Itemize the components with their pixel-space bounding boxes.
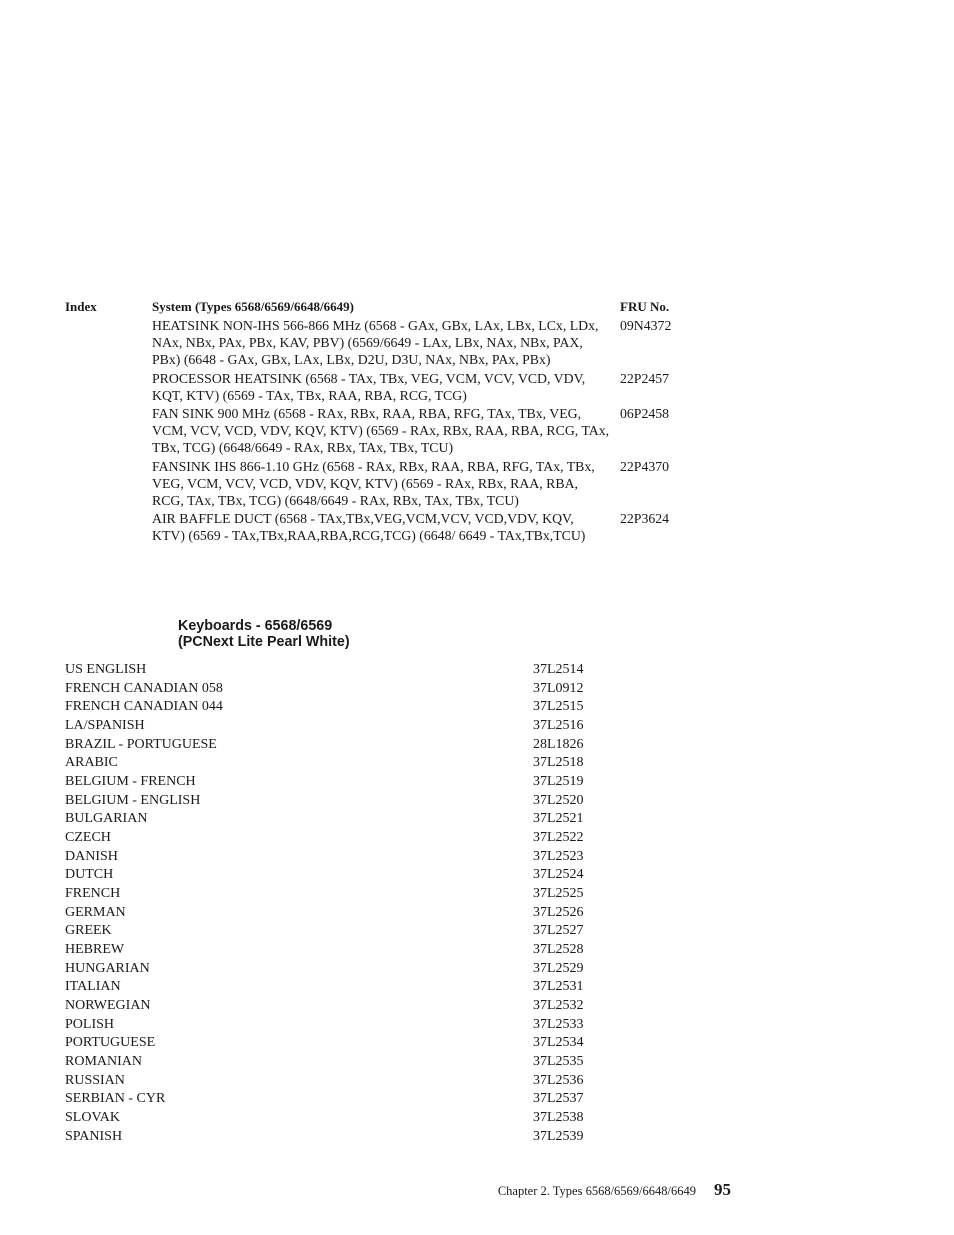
- keyboard-part-number: 37L2524: [533, 867, 584, 883]
- keyboard-language: BELGIUM - FRENCH: [65, 774, 196, 790]
- keyboard-row: [65, 1072, 625, 1091]
- fru-row-number: 22P2457: [620, 370, 670, 386]
- keyboard-part-number: 37L2538: [533, 1110, 584, 1126]
- keyboard-language: SPANISH: [65, 1128, 123, 1144]
- keyboard-part-number: 37L2525: [533, 886, 584, 902]
- keyboard-language: FRENCH: [65, 886, 121, 902]
- fru-row: [65, 317, 705, 369]
- fru-table: [65, 299, 705, 546]
- page-footer: [498, 1180, 731, 1200]
- fru-row-description: HEATSINK NON-IHS 566-866 MHz (6568 - GAx, GBx, LAx, LBx, LCx, LDx, NAx, NBx, PAx, PBx, KAV, PBV) (6569/6649 - LAx, LBx, NAx, NBx, PAX, PBx) (6648 - GAx, GBx, LAx, LBx, D2U, D3U, NAx, NBx, PAx, PBx): [152, 318, 599, 368]
- keyboard-row: [65, 922, 625, 941]
- footer-chapter: Chapter 2. Types 6568/6569/6648/6649: [497, 1184, 696, 1198]
- keyboard-part-number: 37L2534: [533, 1035, 584, 1051]
- keyboard-part-number: 37L2533: [533, 1016, 584, 1032]
- keyboard-language: SLOVAK: [65, 1110, 120, 1126]
- header-index: Index: [65, 299, 97, 314]
- keyboard-language: BELGIUM - ENGLISH: [65, 792, 201, 808]
- keyboards-heading: [178, 618, 350, 650]
- keyboard-row: [65, 1034, 625, 1053]
- keyboard-row: [65, 848, 625, 867]
- keyboard-row: [65, 698, 625, 717]
- keyboard-part-number: 37L2521: [533, 811, 584, 827]
- keyboard-part-number: 37L2529: [533, 960, 584, 976]
- fru-row: [65, 458, 705, 510]
- fru-row-description: AIR BAFFLE DUCT (6568 - TAx,TBx,VEG,VCM,VCV, VCD,VDV, KQV, KTV) (6569 - TAx,TBx,RAA,RBA,RCG,TCG) (6648/ 6649 - TAx,TBx,TCU): [152, 511, 586, 544]
- keyboard-language: LA/SPANISH: [65, 718, 145, 734]
- keyboard-language: PORTUGUESE: [65, 1035, 156, 1051]
- keyboard-part-number: 28L1826: [533, 736, 584, 752]
- keyboard-language: HEBREW: [65, 942, 125, 958]
- keyboard-part-number: 37L2532: [533, 998, 584, 1014]
- keyboard-language: FRENCH CANADIAN 058: [65, 680, 223, 696]
- keyboard-part-number: 37L2535: [533, 1054, 584, 1070]
- fru-row: [65, 370, 705, 404]
- keyboard-row: [65, 661, 625, 680]
- keyboard-part-number: 37L2528: [533, 942, 584, 958]
- page-number: 95: [714, 1180, 731, 1199]
- keyboard-row: [65, 1053, 625, 1072]
- keyboard-row: [65, 866, 625, 885]
- keyboard-row: [65, 978, 625, 997]
- fru-row: [65, 510, 705, 544]
- keyboard-row: [65, 997, 625, 1016]
- keyboard-part-number: 37L2519: [533, 774, 584, 790]
- fru-row-number: 09N4372: [620, 318, 672, 333]
- keyboard-part-number: 37L2515: [533, 699, 584, 715]
- keyboard-row: [65, 810, 625, 829]
- fru-row: [65, 405, 705, 457]
- keyboard-part-number: 37L2518: [533, 755, 584, 771]
- keyboard-language: POLISH: [65, 1016, 115, 1032]
- keyboard-row: [65, 680, 625, 699]
- keyboard-row: [65, 1016, 625, 1035]
- keyboard-part-number: 37L2520: [533, 792, 584, 808]
- keyboard-row: [65, 829, 625, 848]
- keyboard-part-number: 37L0912: [533, 680, 584, 696]
- keyboard-row: [65, 1090, 625, 1109]
- keyboard-language: ITALIAN: [65, 979, 121, 995]
- fru-row-description: FANSINK IHS 866-1.10 GHz (6568 - RAx, RBx, RAA, RBA, RFG, TAx, TBx, VEG, VCM, VCV, VCD, VDV, KQV, KTV) (6569 - RAx, RBx, RAA, RBA, RCG, TAx, TBx, TCG) (6648/6649 - RAx, RBx, TAx, TBx, TCU): [152, 458, 595, 509]
- keyboards-heading-line1: Keyboards - 6568/6569: [178, 618, 333, 634]
- fru-row-description: PROCESSOR HEATSINK (6568 - TAx, TBx, VEG, VCM, VCV, VCD, VDV, KQT, KTV) (6569 - TAx, TBx, RAA, RBA, RCG, TCG): [152, 370, 586, 403]
- keyboard-language: NORWEGIAN: [65, 998, 151, 1014]
- keyboard-language: HUNGARIAN: [65, 960, 150, 976]
- keyboard-row: [65, 941, 625, 960]
- keyboard-language: RUSSIAN: [65, 1072, 125, 1088]
- keyboard-part-number: 37L2522: [533, 830, 584, 846]
- keyboard-language: BRAZIL - PORTUGUESE: [65, 736, 217, 752]
- keyboard-row: [65, 717, 625, 736]
- keyboard-language: ARABIC: [65, 755, 118, 771]
- keyboard-language: DUTCH: [65, 867, 114, 883]
- keyboard-part-number: 37L2514: [533, 662, 584, 677]
- keyboards-heading-line2: (PCNext Lite Pearl White): [178, 634, 350, 650]
- keyboard-language: CZECH: [65, 830, 111, 846]
- keyboard-language: US ENGLISH: [65, 662, 147, 677]
- keyboard-part-number: 37L2527: [533, 923, 584, 939]
- fru-row-number: 22P4370: [620, 458, 670, 474]
- keyboard-language: SERBIAN - CYR: [65, 1091, 166, 1107]
- keyboard-row: [65, 960, 625, 979]
- keyboard-language: ROMANIAN: [65, 1054, 142, 1070]
- keyboard-language: DANISH: [65, 848, 118, 864]
- keyboard-row: [65, 773, 625, 792]
- keyboard-part-number: 37L2531: [533, 979, 584, 995]
- keyboard-part-number: 37L2526: [533, 904, 584, 920]
- keyboard-language: BULGARIAN: [65, 811, 148, 827]
- keyboard-list: [65, 661, 625, 1146]
- keyboard-row: [65, 754, 625, 773]
- keyboard-part-number: 37L2516: [533, 718, 584, 734]
- keyboard-row: [65, 736, 625, 755]
- header-fru-no: FRU No.: [620, 299, 670, 314]
- keyboard-row: [65, 904, 625, 923]
- keyboard-language: GERMAN: [65, 904, 126, 920]
- keyboard-row: [65, 792, 625, 811]
- keyboard-language: FRENCH CANADIAN 044: [65, 699, 223, 715]
- keyboard-row: [65, 1128, 625, 1147]
- fru-table-header: [65, 299, 705, 317]
- fru-row-number: 06P2458: [620, 406, 670, 422]
- keyboard-row: [65, 1109, 625, 1128]
- fru-row-description: FAN SINK 900 MHz (6568 - RAx, RBx, RAA, RBA, RFG, TAx, TBx, VEG, VCM, VCV, VCD, VDV, KQV, KTV) (6569 - RAx, RBx, RAA, RBA, RCG, TAx, TBx, TCG) (6648/6649 - RAx, RBx, TAx, TBx, TCU): [152, 406, 610, 456]
- fru-row-number: 22P3624: [620, 511, 670, 527]
- keyboard-row: [65, 885, 625, 904]
- keyboard-part-number: 37L2536: [533, 1072, 584, 1088]
- keyboard-part-number: 37L2523: [533, 848, 584, 864]
- keyboard-language: GREEK: [65, 923, 112, 939]
- header-system: System (Types 6568/6569/6648/6649): [152, 299, 354, 314]
- keyboard-part-number: 37L2537: [533, 1091, 584, 1107]
- keyboard-part-number: 37L2539: [533, 1128, 584, 1144]
